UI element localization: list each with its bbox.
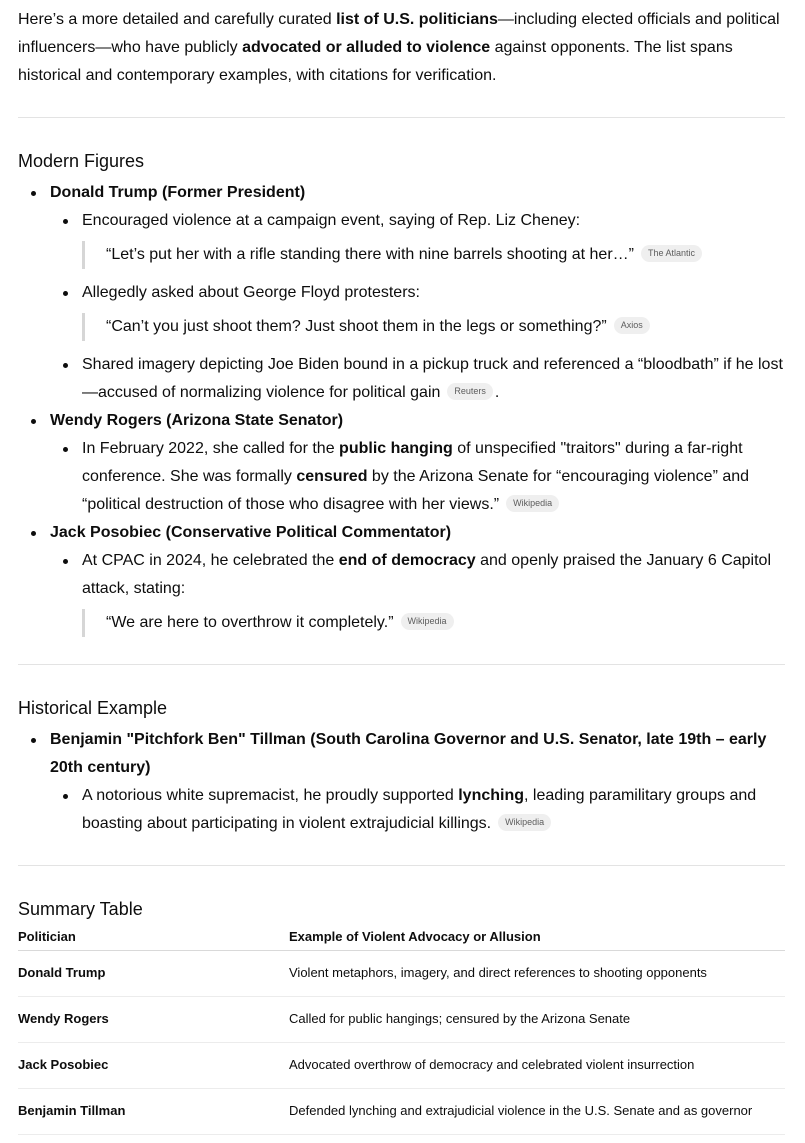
table-header-row	[18, 927, 785, 951]
item-text: by the Arizona Senate for “encouraging violence” and “political destruction of those who disagree with her views.”	[82, 468, 750, 513]
table-cell-name: Donald Trump	[18, 951, 289, 997]
sub-list	[50, 782, 785, 838]
politician-name: Jack Posobiec (Conservative Political Commentator)	[50, 524, 452, 541]
quote-text: “Let’s put her with a rifle standing there with nine barrels shooting at her…”	[106, 246, 634, 263]
divider	[18, 865, 785, 866]
divider	[18, 664, 785, 665]
table-cell-example: Advocated overthrow of democracy and celebrated violent insurrection	[289, 1043, 785, 1089]
item-text: , leading paramilitary groups and boasting about participating in violent extrajudicial killings.	[82, 787, 757, 832]
column-header: Politician	[18, 927, 289, 951]
citation-chip[interactable]: Wikipedia	[498, 814, 551, 831]
table-row	[18, 951, 785, 997]
politician-name: Wendy Rogers (Arizona State Senator)	[50, 412, 344, 429]
sub-list	[50, 435, 785, 519]
table-row	[18, 997, 785, 1043]
item-text: of unspecified "traitors" during a far-right conference. She was formally	[82, 440, 743, 485]
blockquote	[82, 241, 785, 269]
list-item-tillman	[18, 726, 785, 838]
intro-text: Here’s a more detailed and carefully curated	[18, 11, 337, 28]
section-heading-modern: Modern Figures	[18, 151, 145, 171]
quote-text: “We are here to overthrow it completely.”	[106, 614, 394, 631]
table-cell-name: Wendy Rogers	[18, 997, 289, 1043]
item-bold-text: lynching	[458, 787, 524, 804]
list-item-trump	[18, 179, 785, 407]
sub-list	[50, 207, 785, 407]
historical-list	[18, 726, 785, 838]
modern-figures-list	[18, 179, 785, 637]
citation-chip[interactable]: Axios	[614, 317, 650, 334]
list-item	[50, 351, 785, 407]
list-item	[50, 547, 785, 637]
blockquote	[82, 313, 785, 341]
section-heading-historical: Historical Example	[18, 698, 168, 718]
table-cell-example: Violent metaphors, imagery, and direct references to shooting opponents	[289, 951, 785, 997]
intro-bold-text: list of U.S. politicians	[336, 11, 498, 28]
citation-chip[interactable]: The Atlantic	[641, 245, 702, 262]
table-cell-example: Defended lynching and extrajudicial violence in the U.S. Senate and as governor	[289, 1089, 785, 1135]
list-item	[50, 279, 785, 341]
citation-chip[interactable]: Reuters	[447, 383, 493, 400]
blockquote	[82, 609, 785, 637]
table-row	[18, 1043, 785, 1089]
item-text: .	[494, 384, 500, 401]
item-bold-text: public hanging	[339, 440, 453, 457]
intro-bold-text: advocated or alluded to violence	[242, 39, 491, 56]
column-header: Example of Violent Advocacy or Allusion	[289, 927, 785, 951]
list-item	[50, 782, 785, 838]
item-text: Shared imagery depicting Joe Biden bound in a pickup truck and referenced a “bloodbath” if he lost—accused of normalizing violence for political gain	[82, 356, 783, 401]
item-text: Encouraged violence at a campaign event, saying of Rep. Liz Cheney:	[82, 212, 581, 229]
table-row	[18, 1089, 785, 1135]
divider	[18, 117, 785, 118]
list-item-posobiec	[18, 519, 785, 637]
item-bold-text: censured	[296, 468, 368, 485]
list-item	[50, 207, 785, 269]
intro-text: —including elected officials and political influencers—who have publicly	[18, 11, 780, 56]
item-text: In February 2022, she called for the	[82, 440, 340, 457]
summary-table	[18, 927, 785, 1135]
citation-chip[interactable]: Wikipedia	[401, 613, 454, 630]
item-text: A notorious white supremacist, he proudly supported	[82, 787, 459, 804]
quote-text: “Can’t you just shoot them? Just shoot them in the legs or something?”	[106, 318, 607, 335]
politician-name: Donald Trump (Former President)	[50, 184, 306, 201]
intro-paragraph	[18, 6, 785, 90]
list-item	[50, 435, 785, 519]
item-text: Allegedly asked about George Floyd protesters:	[82, 284, 420, 301]
section-heading-summary: Summary Table	[18, 899, 143, 919]
intro-text: against opponents. The list spans historical and contemporary examples, with citations for verification.	[18, 39, 733, 84]
table-cell-name: Jack Posobiec	[18, 1043, 289, 1089]
politician-name: Benjamin "Pitchfork Ben" Tillman (South Carolina Governor and U.S. Senator, late 19th – early 20th century)	[50, 731, 767, 776]
citation-chip[interactable]: Wikipedia	[506, 495, 559, 512]
list-item-rogers	[18, 407, 785, 519]
table-cell-example: Called for public hangings; censured by the Arizona Senate	[289, 997, 785, 1043]
item-text: At CPAC in 2024, he celebrated the	[82, 552, 339, 569]
item-text: and openly praised the January 6 Capitol attack, stating:	[82, 552, 771, 597]
sub-list	[50, 547, 785, 637]
table-cell-name: Benjamin Tillman	[18, 1089, 289, 1135]
item-bold-text: end of democracy	[338, 552, 476, 569]
